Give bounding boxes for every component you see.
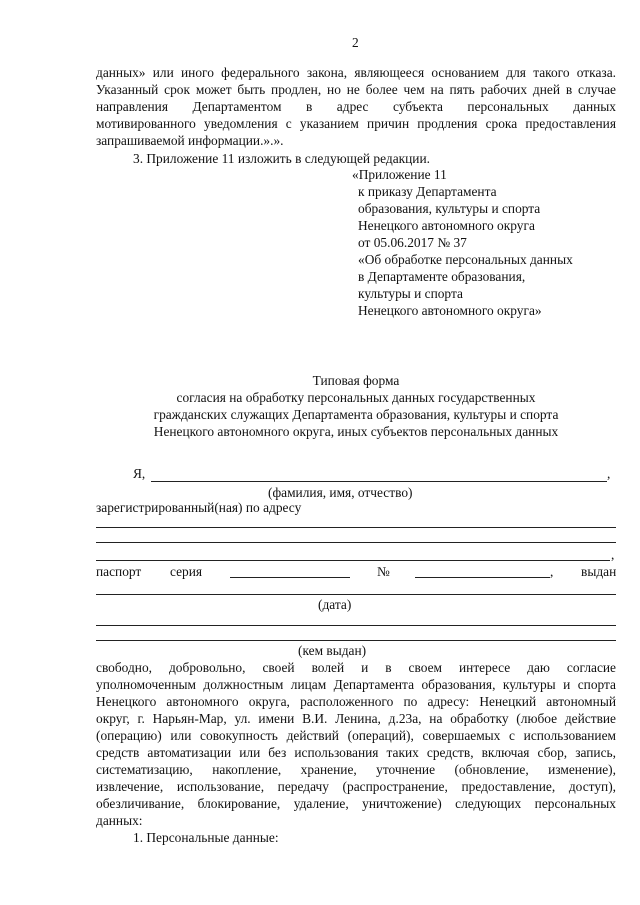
text-line: Указанный срок может быть продлен, но не более чем на пять рабочих дней в случае bbox=[96, 82, 616, 97]
text-line: мотивированного уведомления с указанием причин продления срока предоставления bbox=[96, 116, 616, 131]
series-label: серия bbox=[170, 564, 203, 579]
form-title-line: гражданских служащих Департамента образования, культуры и спорта bbox=[153, 407, 559, 422]
text-line: систематизацию, накопление, хранение, уточнение (обновление, изменение), bbox=[96, 762, 616, 777]
fio-caption: (фамилия, имя, отчество) bbox=[268, 485, 413, 500]
number-field-line bbox=[415, 577, 550, 578]
text-line: данных: bbox=[96, 813, 143, 828]
appendix-line: в Департаменте образования, bbox=[358, 269, 526, 284]
date-field-line bbox=[96, 594, 616, 595]
address-line-1 bbox=[96, 527, 616, 528]
address-line-2 bbox=[96, 542, 616, 543]
appendix-line: культуры и спорта bbox=[358, 286, 463, 301]
address-comma: , bbox=[611, 547, 615, 562]
appendix-line: образования, культуры и спорта bbox=[358, 201, 541, 216]
text-line: данных» или иного федерального закона, являющееся основанием для такого отказа. bbox=[96, 65, 616, 80]
item-3: 3. Приложение 11 изложить в следующей редакции. bbox=[133, 151, 430, 166]
form-title-line: Ненецкого автономного округа, иных субъектов персональных данных bbox=[153, 424, 559, 439]
registered-label: зарегистрированный(ная) по адресу bbox=[96, 500, 302, 515]
text-line: (операцию) или совокупность действий (операций), совершаемых с использованием bbox=[96, 728, 616, 743]
form-title-line: согласия на обработку персональных данных государственных bbox=[176, 390, 536, 405]
text-line: Ненецкого автономного округа, расположенного по адресу: Ненецкий автономный bbox=[96, 694, 616, 709]
fio-comma: , bbox=[607, 466, 611, 481]
page-number: 2 bbox=[352, 35, 359, 50]
fio-field-line bbox=[151, 481, 607, 482]
form-title-line: Типовая форма bbox=[312, 373, 400, 388]
text-line: запрашиваемой информации.».». bbox=[96, 133, 284, 148]
text-line: направления Департаментом в адрес субъекта персональных данных bbox=[96, 99, 616, 114]
appendix-line: к приказу Департамента bbox=[358, 184, 497, 199]
issued-by-caption: (кем выдан) bbox=[298, 643, 367, 658]
text-line: обезличивание, блокирование, удаление, уничтожение) следующих персональных bbox=[96, 796, 616, 811]
number-label: № bbox=[377, 564, 390, 579]
issued-by-line-2 bbox=[96, 640, 616, 641]
address-line-3 bbox=[96, 560, 610, 561]
appendix-line: от 05.06.2017 № 37 bbox=[358, 235, 467, 250]
issued-by-line-1 bbox=[96, 625, 616, 626]
passport-label: паспорт bbox=[96, 564, 142, 579]
i-label: Я, bbox=[133, 466, 146, 481]
text-line: извлечение, использование, передачу (распространение, предоставление, доступ), bbox=[96, 779, 616, 794]
date-caption: (дата) bbox=[318, 597, 352, 612]
appendix-line: «Об обработке персональных данных bbox=[358, 252, 573, 267]
series-field-line bbox=[230, 577, 350, 578]
text-line: округ, г. Нарьян-Мар, ул. имени В.И. Ленина, д.23а, на обработку (любое действие bbox=[96, 711, 616, 726]
text-line: средств автоматизации или без использования таких средств, включая сбор, запись, bbox=[96, 745, 616, 760]
text-line: свободно, добровольно, своей волей и в своем интересе даю согласие bbox=[96, 660, 616, 675]
text-line: уполномоченным должностным лицам Департамента образования, культуры и спорта bbox=[96, 677, 616, 692]
appendix-line: Ненецкого автономного округа» bbox=[358, 303, 542, 318]
item-1: 1. Персональные данные: bbox=[133, 830, 279, 845]
appendix-line: «Приложение 11 bbox=[352, 167, 447, 182]
issued-label: выдан bbox=[581, 564, 617, 579]
appendix-line: Ненецкого автономного округа bbox=[358, 218, 535, 233]
number-comma: , bbox=[550, 564, 554, 579]
